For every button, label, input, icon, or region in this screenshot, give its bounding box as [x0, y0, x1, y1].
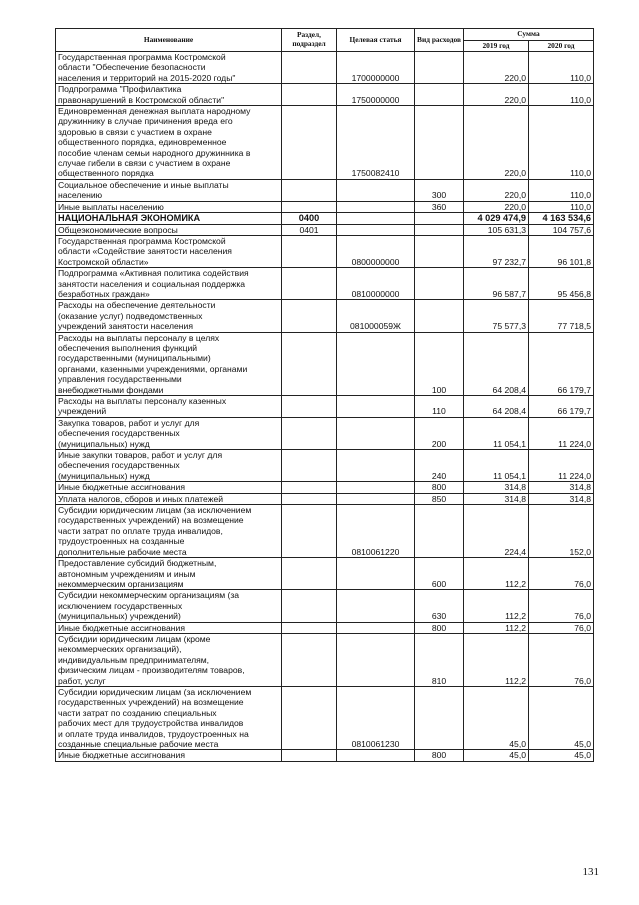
row-name [56, 750, 282, 761]
row-expense-type [415, 52, 464, 84]
table-row [56, 268, 594, 300]
row-name-line: Субсидии юридическим лицам (за исключением [58, 505, 252, 516]
row-name-line: учреждений [58, 406, 107, 417]
row-sum-2019: 314,8 [464, 482, 529, 493]
row-sum-2020: 4 163 534,6 [529, 213, 594, 224]
row-name-line: Уплата налогов, сборов и иных платежей [58, 493, 224, 504]
row-expense-type: 100 [415, 332, 464, 395]
table-row [56, 235, 594, 267]
row-target-article [337, 332, 415, 395]
row-name [56, 268, 282, 300]
row-sum-2020: 76,0 [529, 558, 594, 590]
row-name-line: Иные выплаты населению [58, 201, 164, 212]
row-sum-2019: 220,0 [464, 106, 529, 180]
row-name-line: некоммерческим организациям [58, 578, 184, 589]
row-sum-2020: 110,0 [529, 201, 594, 212]
row-sum-2020: 110,0 [529, 52, 594, 84]
table-row [56, 332, 594, 395]
row-name-line: Субсидии юридическим лицам (за исключением [58, 686, 252, 697]
row-sum-2019: 220,0 [464, 179, 529, 201]
row-sum-2019: 112,2 [464, 622, 529, 633]
row-section [282, 590, 337, 622]
row-target-article: 1700000000 [337, 52, 415, 84]
row-name-line: Единовременная денежная выплата народному [58, 106, 251, 117]
row-name-line: учреждений занятости населения [58, 321, 193, 332]
row-name-line: работ, услуг [58, 675, 106, 686]
table-body [56, 52, 594, 762]
row-section [282, 332, 337, 395]
row-sum-2020: 110,0 [529, 106, 594, 180]
table-row [56, 84, 594, 106]
table-header [56, 29, 594, 52]
row-name-line: некоммерческих организаций), [58, 644, 182, 655]
header-target: Целевая статья [337, 29, 415, 52]
row-name [56, 558, 282, 590]
row-section [282, 179, 337, 201]
row-name-line: здоровью в связи с участием в охране [58, 126, 212, 137]
row-section: 0400 [282, 213, 337, 224]
row-sum-2019: 45,0 [464, 750, 529, 761]
row-expense-type: 240 [415, 450, 464, 482]
row-name-line: Подпрограмма «Активная политика содействия [58, 268, 249, 279]
row-name-line: (муниципальных) учреждений) [58, 611, 181, 622]
row-target-article [337, 590, 415, 622]
header-2020: 2020 год [529, 41, 594, 52]
row-section [282, 300, 337, 332]
row-name [56, 633, 282, 686]
row-section [282, 450, 337, 482]
table-row [56, 505, 594, 558]
row-expense-type: 300 [415, 179, 464, 201]
row-name-line: Государственная программа Костромской [58, 52, 226, 62]
row-name-line: общественного порядка, единовременное [58, 137, 227, 148]
row-sum-2019: 64 208,4 [464, 396, 529, 418]
row-expense-type: 800 [415, 482, 464, 493]
row-section: 0401 [282, 224, 337, 235]
row-name-line: Государственная программа Костромской [58, 235, 226, 246]
row-name-line: автономным учреждениям и иным [58, 568, 196, 579]
row-name-line: государственных учреждений) на возмещение [58, 515, 244, 526]
row-name [56, 213, 282, 224]
row-target-article [337, 558, 415, 590]
row-target-article [337, 493, 415, 504]
row-section [282, 268, 337, 300]
row-sum-2020: 96 101,8 [529, 235, 594, 267]
row-name-line: безработных граждан» [58, 288, 150, 299]
table-row [56, 224, 594, 235]
table-row [56, 686, 594, 749]
row-section [282, 493, 337, 504]
row-section [282, 52, 337, 84]
row-name-line: случае гибели в связи с участием в охране [58, 158, 231, 169]
header-name: Наименование [56, 29, 282, 52]
row-target-article: 081000059Ж [337, 300, 415, 332]
row-expense-type [415, 686, 464, 749]
row-section [282, 84, 337, 106]
row-name-line: и оплате труда инвалидов, трудоустроенных на [58, 728, 249, 739]
row-name-line: Расходы на обеспечение деятельности [58, 300, 216, 311]
row-name-line: (оказание услуг) подведомственных [58, 310, 203, 321]
row-sum-2019: 314,8 [464, 493, 529, 504]
row-name-line: Предоставление субсидий бюджетным, [58, 558, 217, 569]
row-name-line: дополнительные рабочие места [58, 546, 187, 557]
row-sum-2020: 45,0 [529, 750, 594, 761]
table-row [56, 417, 594, 449]
row-sum-2019: 11 054,1 [464, 417, 529, 449]
row-name-line: занятости населения и социальная поддержка [58, 278, 246, 289]
row-section [282, 201, 337, 212]
row-expense-type: 850 [415, 493, 464, 504]
row-name-line: органами, казенными учреждениями, органами [58, 363, 248, 374]
row-target-article: 0810061230 [337, 686, 415, 749]
row-section [282, 505, 337, 558]
row-expense-type [415, 106, 464, 180]
row-target-article [337, 396, 415, 418]
row-target-article [337, 417, 415, 449]
table-row [56, 590, 594, 622]
row-name-line: обеспечения государственных [58, 460, 180, 471]
row-expense-type: 800 [415, 750, 464, 761]
row-section [282, 633, 337, 686]
row-sum-2020: 11 224,0 [529, 450, 594, 482]
page-number: 131 [582, 866, 599, 878]
row-name-line: области "Обеспечение безопасности [58, 62, 206, 73]
row-name-line: Иные бюджетные ассигнования [58, 750, 186, 761]
row-sum-2020: 66 179,7 [529, 396, 594, 418]
header-type: Вид расходов [415, 29, 464, 52]
header-section: Раздел, подраздел [282, 29, 337, 52]
table-row [56, 201, 594, 212]
row-name [56, 493, 282, 504]
table-row [56, 396, 594, 418]
table-row [56, 450, 594, 482]
row-sum-2019: 112,2 [464, 590, 529, 622]
row-name-line: части затрат по оплате труда инвалидов, [58, 525, 223, 536]
row-name [56, 201, 282, 212]
row-target-article: 0810000000 [337, 268, 415, 300]
row-name-line: НАЦИОНАЛЬНАЯ ЭКОНОМИКА [58, 213, 201, 224]
header-sum: Сумма [464, 29, 594, 41]
row-name-line: населения и территорий на 2015-2020 годы" [58, 72, 236, 83]
row-sum-2020: 152,0 [529, 505, 594, 558]
row-sum-2019: 11 054,1 [464, 450, 529, 482]
row-sum-2020: 11 224,0 [529, 417, 594, 449]
table-row [56, 493, 594, 504]
row-name-line: внебюджетными фондами [58, 384, 164, 395]
row-target-article: 1750000000 [337, 84, 415, 106]
row-target-article [337, 750, 415, 761]
table-row [56, 633, 594, 686]
row-sum-2019: 64 208,4 [464, 332, 529, 395]
row-name [56, 224, 282, 235]
row-sum-2020: 76,0 [529, 590, 594, 622]
row-name-line: Иные бюджетные ассигнования [58, 482, 186, 493]
row-sum-2020: 66 179,7 [529, 332, 594, 395]
row-sum-2019: 224,4 [464, 505, 529, 558]
row-sum-2020: 110,0 [529, 179, 594, 201]
row-target-article [337, 622, 415, 633]
row-section [282, 106, 337, 180]
table-row [56, 106, 594, 180]
row-target-article [337, 633, 415, 686]
row-name-line: Иные закупки товаров, работ и услуг для [58, 450, 223, 461]
row-name-line: пособие членам семьи народного дружинника в [58, 147, 251, 158]
table-row [56, 482, 594, 493]
row-name-line: Закупка товаров, работ и услуг для [58, 417, 200, 428]
row-expense-type: 810 [415, 633, 464, 686]
row-expense-type [415, 300, 464, 332]
row-name-line: населению [58, 190, 103, 201]
row-sum-2020: 76,0 [529, 633, 594, 686]
row-target-article: 0800000000 [337, 235, 415, 267]
row-name [56, 482, 282, 493]
row-name-line: государственными (муниципальными) [58, 353, 211, 364]
row-name-line: Общеэкономические вопросы [58, 224, 178, 235]
row-name [56, 590, 282, 622]
row-name-line: физическим лицам - производителям товаров, [58, 665, 245, 676]
row-name-line: Расходы на выплаты персоналу в целях [58, 332, 220, 343]
row-name-line: (муниципальных) нужд [58, 438, 150, 449]
budget-table [55, 28, 594, 762]
row-name-line: Субсидии некоммерческим организациям (за [58, 590, 240, 601]
row-expense-type [415, 235, 464, 267]
row-target-article [337, 201, 415, 212]
row-name-line: исключением государственных [58, 600, 183, 611]
row-name [56, 300, 282, 332]
row-expense-type: 360 [415, 201, 464, 212]
row-sum-2020: 110,0 [529, 84, 594, 106]
row-name-line: Социальное обеспечение и иные выплаты [58, 179, 229, 190]
row-target-article [337, 213, 415, 224]
row-target-article: 0810061220 [337, 505, 415, 558]
row-sum-2019: 96 587,7 [464, 268, 529, 300]
row-name-line: Расходы на выплаты персоналу казенных [58, 396, 227, 406]
row-sum-2019: 112,2 [464, 558, 529, 590]
row-name-line: Подпрограмма "Профилактика [58, 84, 182, 95]
row-sum-2019: 220,0 [464, 52, 529, 84]
row-name [56, 396, 282, 418]
row-target-article [337, 482, 415, 493]
row-section [282, 417, 337, 449]
row-sum-2020: 314,8 [529, 482, 594, 493]
row-sum-2020: 314,8 [529, 493, 594, 504]
row-expense-type [415, 213, 464, 224]
row-name-line: индивидуальным предпринимателям, [58, 654, 210, 665]
row-expense-type [415, 84, 464, 106]
header-2019: 2019 год [464, 41, 529, 52]
row-name-line: управления государственными [58, 374, 182, 385]
row-name [56, 417, 282, 449]
row-name [56, 450, 282, 482]
table-row [56, 52, 594, 84]
table-row [56, 750, 594, 761]
row-name [56, 505, 282, 558]
row-section [282, 482, 337, 493]
row-name-line: (муниципальных) нужд [58, 470, 150, 481]
row-name [56, 622, 282, 633]
row-name-line: общественного порядка [58, 168, 154, 179]
row-target-article [337, 224, 415, 235]
row-name-line: трудоустроенных на созданные [58, 536, 185, 547]
row-name-line: государственных учреждений) на возмещение [58, 697, 244, 708]
row-sum-2019: 97 232,7 [464, 235, 529, 267]
row-name [56, 235, 282, 267]
table-row [56, 300, 594, 332]
row-sum-2020: 77 718,5 [529, 300, 594, 332]
row-target-article [337, 179, 415, 201]
row-name [56, 179, 282, 201]
row-expense-type: 800 [415, 622, 464, 633]
table-row [56, 213, 594, 224]
row-expense-type [415, 268, 464, 300]
row-name-line: рабочих мест для трудоустройства инвалидов [58, 718, 244, 729]
row-name-line: созданные специальные рабочие места [58, 739, 219, 749]
row-name-line: области «Содействие занятости населения [58, 246, 232, 257]
row-name-line: дружиннику в случае причинения вреда его [58, 116, 233, 127]
table-row [56, 558, 594, 590]
row-name [56, 686, 282, 749]
row-name [56, 52, 282, 84]
row-sum-2020: 76,0 [529, 622, 594, 633]
row-target-article: 1750082410 [337, 106, 415, 180]
row-name-line: Иные бюджетные ассигнования [58, 622, 186, 633]
row-target-article [337, 450, 415, 482]
row-section [282, 686, 337, 749]
row-name-line: обеспечения выполнения функций [58, 342, 198, 353]
row-expense-type: 630 [415, 590, 464, 622]
row-section [282, 558, 337, 590]
row-sum-2019: 112,2 [464, 633, 529, 686]
table-row [56, 179, 594, 201]
row-sum-2019: 220,0 [464, 201, 529, 212]
row-expense-type: 200 [415, 417, 464, 449]
row-name [56, 332, 282, 395]
row-name-line: части затрат по созданию специальных [58, 707, 217, 718]
row-section [282, 396, 337, 418]
row-name-line: обеспечения государственных [58, 428, 180, 439]
row-sum-2019: 220,0 [464, 84, 529, 106]
row-sum-2020: 95 456,8 [529, 268, 594, 300]
row-sum-2019: 75 577,3 [464, 300, 529, 332]
row-sum-2019: 45,0 [464, 686, 529, 749]
row-expense-type: 110 [415, 396, 464, 418]
row-expense-type: 600 [415, 558, 464, 590]
row-expense-type [415, 505, 464, 558]
row-name [56, 84, 282, 106]
row-expense-type [415, 224, 464, 235]
row-sum-2019: 105 631,3 [464, 224, 529, 235]
row-sum-2020: 104 757,6 [529, 224, 594, 235]
row-name [56, 106, 282, 180]
row-name-line: правонарушений в Костромской области" [58, 94, 225, 105]
row-sum-2020: 45,0 [529, 686, 594, 749]
row-section [282, 750, 337, 761]
row-name-line: Костромской области» [58, 256, 149, 267]
row-sum-2019: 4 029 474,9 [464, 213, 529, 224]
row-section [282, 622, 337, 633]
row-name-line: Субсидии юридическим лицам (кроме [58, 633, 211, 644]
table-row [56, 622, 594, 633]
row-section [282, 235, 337, 267]
